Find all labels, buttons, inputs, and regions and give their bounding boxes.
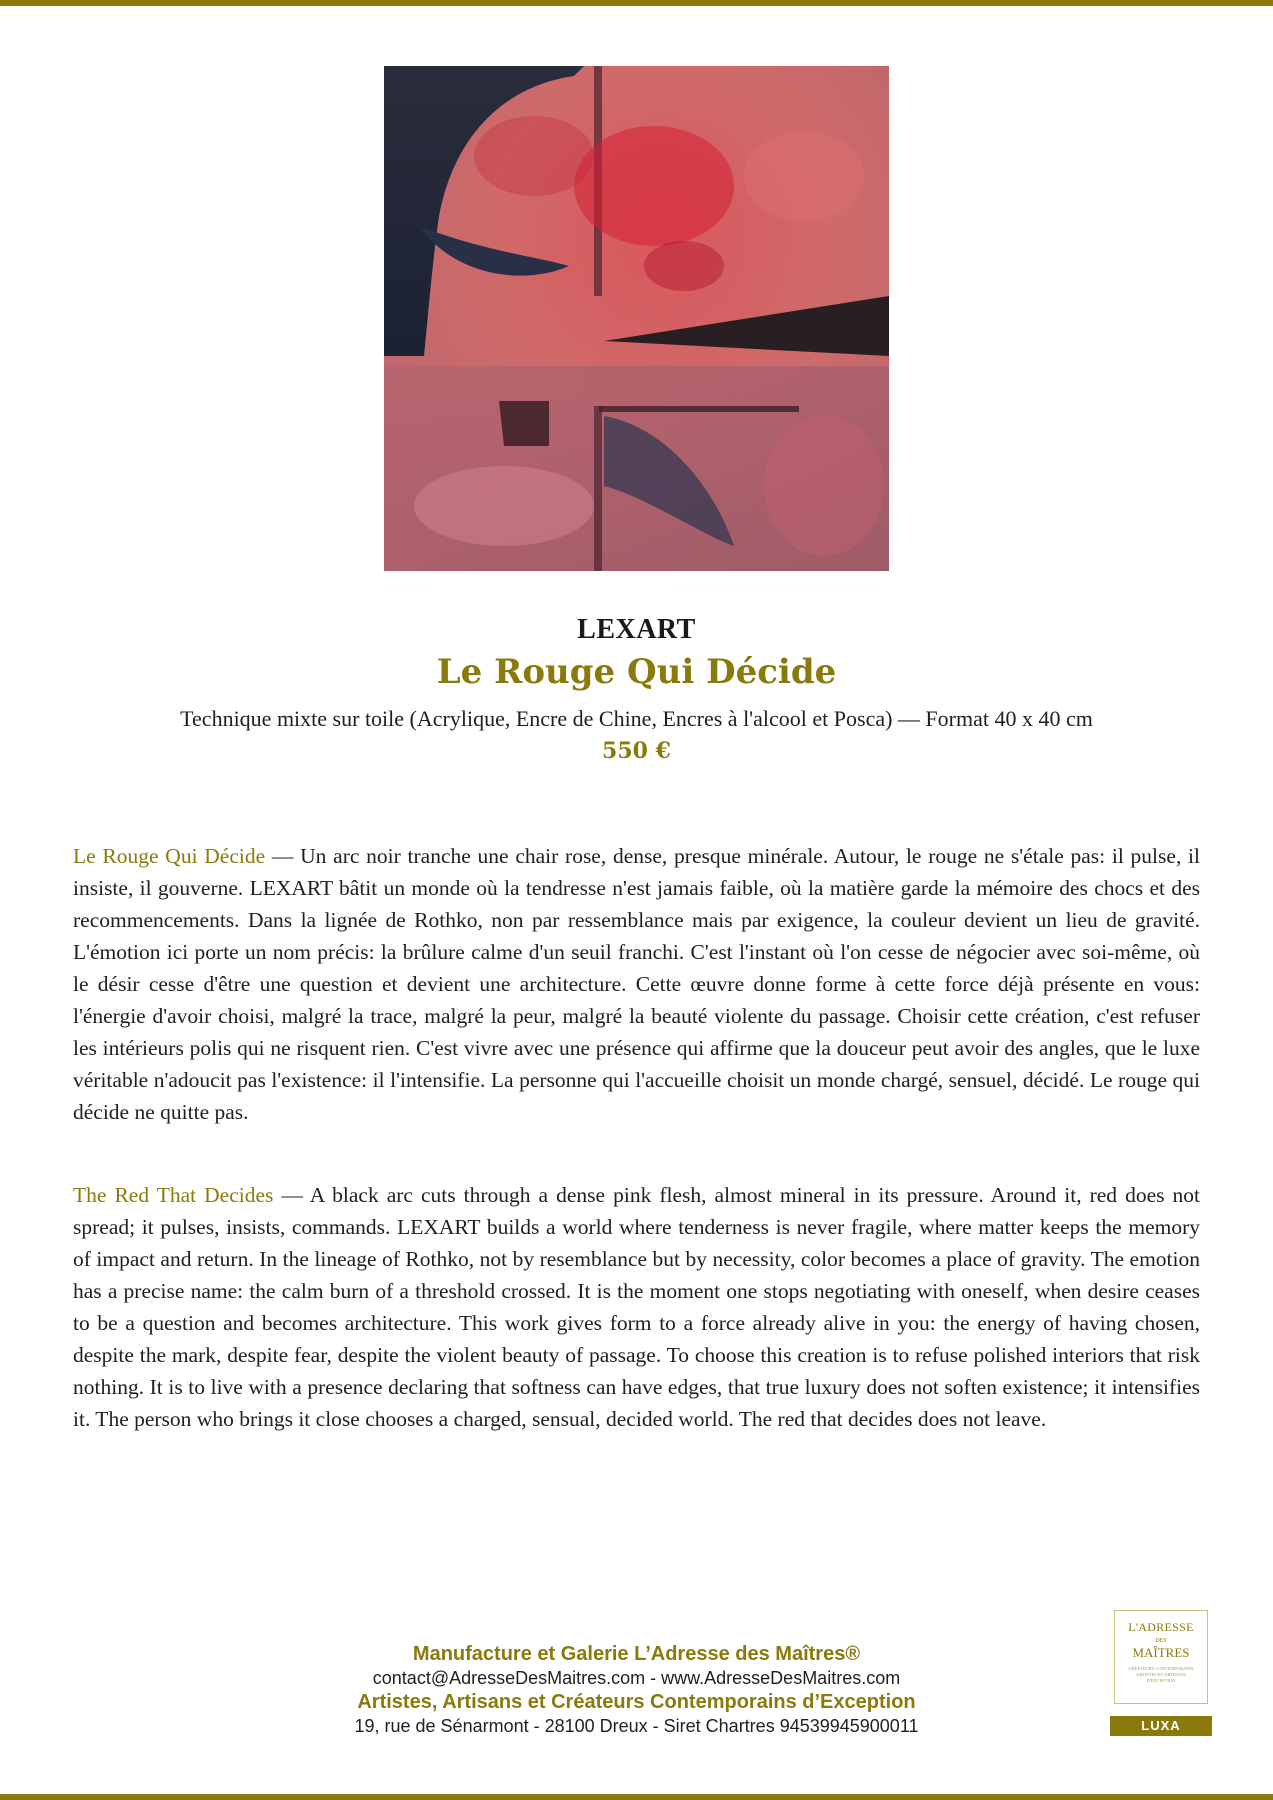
- logo-line-4: CRÉATEURS CONTEMPORAINS ARTISTES ET ARTISANS D'EXCEPTION: [1128, 1666, 1194, 1683]
- description-english: [73, 1179, 1200, 1435]
- artwork-price: 550 €: [602, 738, 671, 764]
- artwork-image: [384, 66, 889, 571]
- artwork-technique: Technique mixte sur toile (Acrylique, Encre de Chine, Encres à l'alcool et Posca) — Format 40 x 40 cm: [180, 706, 1093, 731]
- footer-tagline: Artistes, Artisans et Créateurs Contemporains d’Exception: [357, 1691, 916, 1713]
- logo-line-3: MAÎTRES: [1132, 1645, 1190, 1660]
- artwork-title: Le Rouge Qui Décide: [436, 652, 837, 692]
- artist-name: LEXART: [577, 614, 696, 645]
- description-french: [73, 840, 1200, 1128]
- footer: [0, 1642, 1273, 1738]
- description-english-body: — A black arc cuts through a dense pink flesh, almost mineral in its pressure. Around it, red does not spread; it pulses, insists, commands. LEXART builds a world where tenderness is never fragile, where matter keeps the memory of impact and return. In the lineage of Rothko, not by resemblance but by necessity, color becomes a place of gravity. The emotion has a precise name: the calm burn of a threshold crossed. It is the moment one stops negotiating with oneself, when desire ceases to be a question and becomes architecture. This work gives form to a force already alive in you: the energy of having chosen, despite the mark, despite fear, despite the violent beauty of passage. To choose this creation is to refuse polished interiors that risk nothing. It is to live with a presence declaring that softness can have edges, that true luxury does not soften existence; it intensifies it. The person who brings it close chooses a charged, sensual, decided world. The red that decides does not leave.: [73, 1183, 1200, 1431]
- top-accent-bar: [0, 0, 1273, 6]
- logo-line-1: L'ADRESSE: [1128, 1620, 1194, 1634]
- description-french-body: — Un arc noir tranche une chair rose, dense, presque minérale. Autour, le rouge ne s'étale pas: il pulse, il insiste, il gouverne. LEXART bâtit un monde où la tendresse n'est jamais faible, où la matière garde la mémoire des chocs et des recommencements. Dans la lignée de Rothko, non par ressemblance mais par exigence, la couleur devient un lieu de gravité. L'émotion ici porte un nom précis: la brûlure calme d'un seuil franchi. C'est l'instant où l'on cesse de négocier avec soi-même, où le désir cesse d'être une question et devient une architecture. Cette œuvre donne forme à cette force déjà présente en vous: l'énergie d'avoir choisi, malgré la trace, malgré la peur, malgré la beauté violente du passage. Choisir cette création, c'est refuser les intérieurs polis qui ne risquent rien. C'est vivre avec une présence qui affirme que la douceur peut avoir des angles, que le luxe véritable n'adoucit pas l'existence: il l'intensifie. La personne qui l'accueille choisit un monde chargé, sensuel, décidé. Le rouge qui décide ne quitte pas.: [73, 844, 1201, 1124]
- luxa-badge: LUXA: [1110, 1716, 1212, 1736]
- gallery-logo: [1114, 1610, 1208, 1704]
- footer-gallery-name: Manufacture et Galerie L’Adresse des Maîtres®: [412, 1643, 861, 1665]
- footer-contact: contact@AdresseDesMaitres.com - www.AdresseDesMaitres.com: [372, 1668, 901, 1688]
- bottom-accent-bar: [0, 1794, 1273, 1800]
- footer-address: 19, rue de Sénarmont - 28100 Dreux - Siret Chartres 94539945900011: [354, 1716, 919, 1736]
- description-french-lead: Le Rouge Qui Décide: [73, 844, 266, 868]
- description-english-lead: The Red That Decides: [73, 1183, 274, 1207]
- logo-line-2: DES: [1155, 1638, 1167, 1644]
